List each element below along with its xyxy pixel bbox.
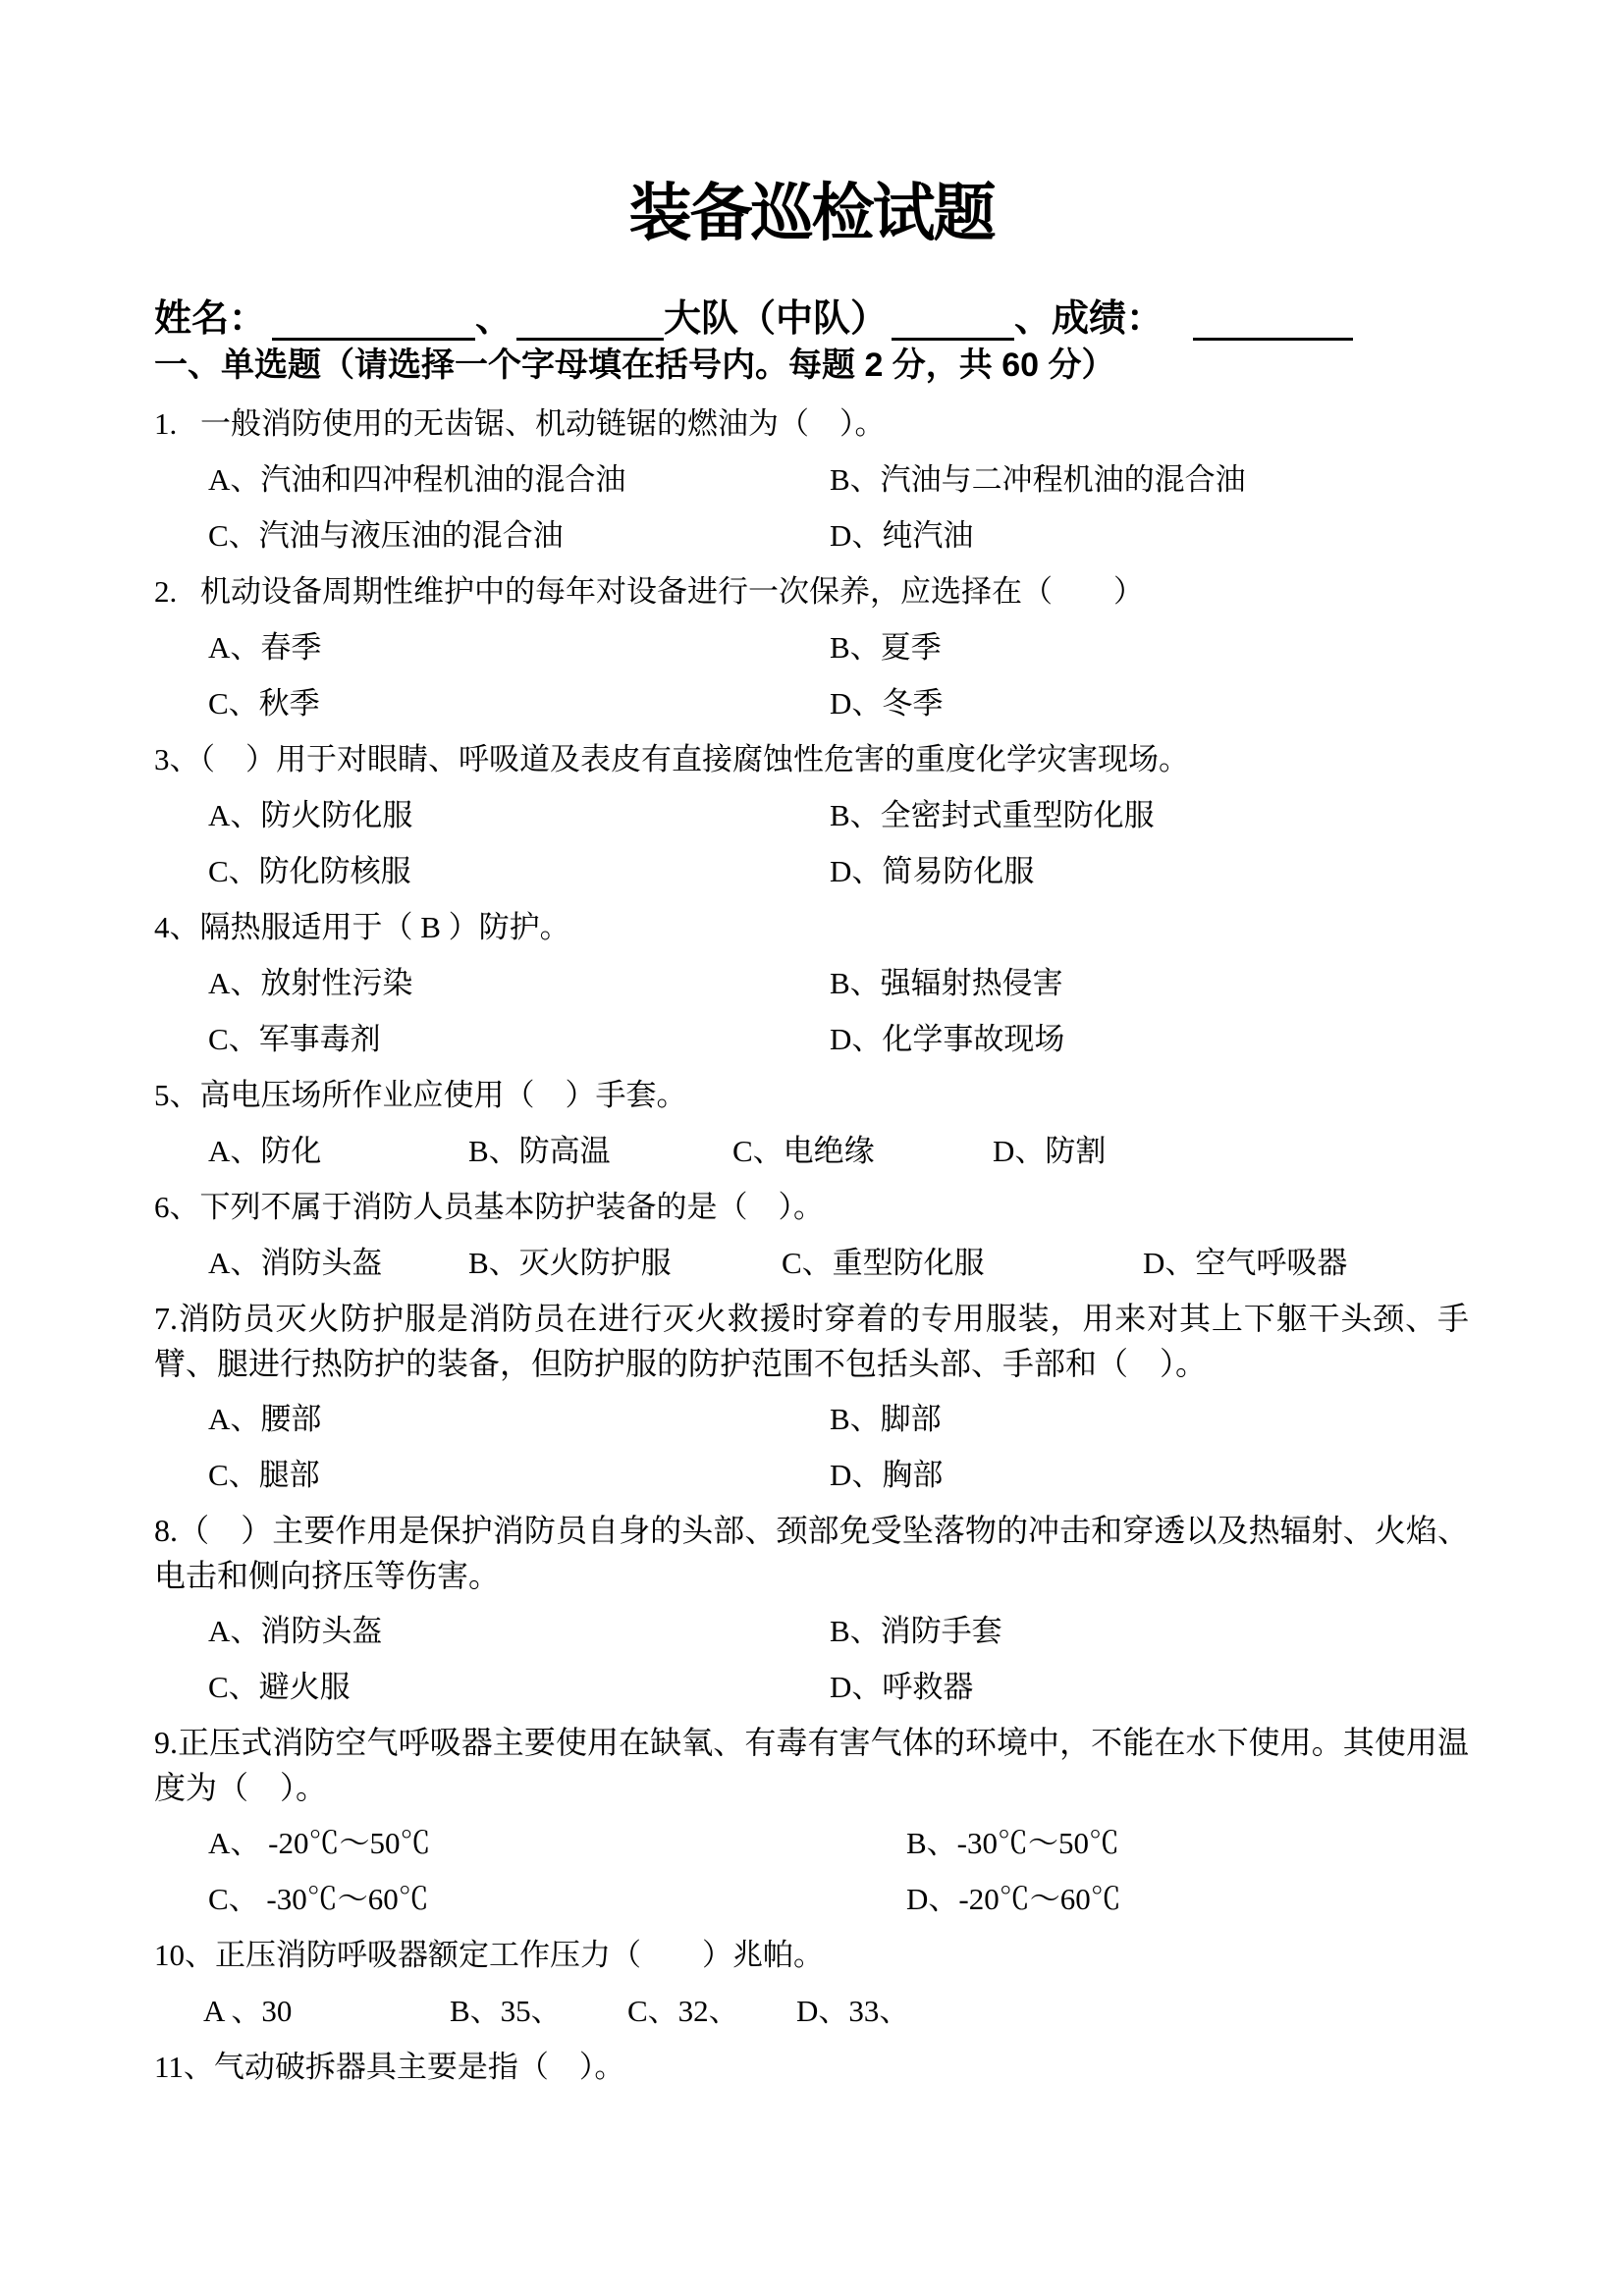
question-1-option-a: A、汽油和四冲程机油的混合油 (208, 462, 626, 497)
question-1-number: 1. (154, 406, 178, 441)
question-5-option-a: A、防化 (208, 1134, 322, 1168)
question-3 (154, 731, 1469, 787)
question-8-option-c: C、避火服 (208, 1670, 351, 1704)
question-9-option-a: A、 -20℃～50℃ (208, 1826, 431, 1860)
unit-label: 大队（中队） (664, 298, 889, 340)
question-4-options-row-2 (154, 1011, 1469, 1067)
question-5-number: 5、 (154, 1078, 200, 1112)
question-9-option-d: D、-20℃～60℃ (906, 1882, 1121, 1916)
question-6 (154, 1179, 1469, 1235)
question-2-options-row-1 (154, 619, 1469, 675)
question-4-option-c: C、军事毒剂 (208, 1022, 381, 1056)
question-6-option-d: D、空气呼吸器 (1143, 1246, 1348, 1280)
question-1-option-b: B、汽油与二冲程机油的混合油 (830, 462, 1246, 497)
question-5-option-c: C、电绝缘 (732, 1134, 875, 1168)
question-4-option-a: A、放射性污染 (208, 966, 413, 1000)
question-8-option-b: B、消防手套 (830, 1614, 1002, 1648)
question-4-text: 隔热服适用于（ B ）防护。 (199, 910, 570, 944)
question-5 (154, 1067, 1469, 1123)
question-4 (154, 899, 1469, 955)
question-9-option-c: C、 -30℃～60℃ (208, 1882, 429, 1916)
question-8-options-row-1 (154, 1603, 1469, 1659)
name-label: 姓名： (154, 298, 267, 340)
question-5-option-b: B、防高温 (468, 1134, 611, 1168)
comma-separator: 、 (475, 298, 514, 340)
question-8-number: 8. (154, 1513, 178, 1548)
question-4-option-b: B、强辐射热侵害 (830, 966, 1063, 1000)
question-4-number: 4、 (154, 910, 200, 944)
question-7-text: 消防员灭火防护服是消防员在进行灭火救援时穿着的专用服装，用来对其上下躯干头颈、手臂、腿进行热防护的装备，但防护服的防护范围不包括头部、手部和（ ）。 (154, 1301, 1469, 1381)
question-10-text: 正压消防呼吸器额定工作压力（ ）兆帕。 (215, 1938, 824, 1972)
question-1 (154, 396, 1469, 452)
question-7-option-a: A、腰部 (208, 1402, 322, 1436)
question-3-text: （ ）用于对眼睛、呼吸道及表皮有直接腐蚀性危害的重度化学灾害现场。 (199, 742, 1189, 776)
question-11-number: 11、 (154, 2050, 214, 2084)
question-6-option-a: A、消防头盔 (208, 1246, 383, 1280)
question-11-text: 气动破拆器具主要是指（ ）。 (213, 2050, 625, 2084)
question-3-options-row-2 (154, 843, 1469, 899)
question-7-options-row-1 (154, 1391, 1469, 1447)
question-5-text: 高电压场所作业应使用（ ）手套。 (199, 1078, 687, 1112)
question-9-text: 正压式消防空气呼吸器主要使用在缺氧、有毒有害气体的环境中，不能在水下使用。其使用温度为（ ）。 (154, 1725, 1469, 1805)
question-9 (154, 1720, 1469, 1810)
unit-blank-underline (516, 298, 664, 341)
question-2-option-c: C、秋季 (208, 686, 320, 721)
question-9-option-b: B、-30℃～50℃ (906, 1826, 1119, 1860)
question-1-option-d: D、纯汽油 (830, 518, 974, 553)
question-3-option-b: B、全密封式重型防化服 (830, 798, 1155, 832)
unit-number-blank-underline (892, 298, 1014, 341)
question-8-option-a: A、消防头盔 (208, 1614, 383, 1648)
question-9-options-row-1 (154, 1815, 1469, 1871)
page-title: 装备巡检试题 (628, 178, 995, 248)
question-6-option-b: B、灭火防护服 (468, 1246, 672, 1280)
question-7-option-b: B、脚部 (830, 1402, 942, 1436)
question-6-text: 下列不属于消防人员基本防护装备的是（ ）。 (199, 1190, 824, 1224)
question-8-text: （ ）主要作用是保护消防员自身的头部、颈部免受坠落物的冲击和穿透以及热辐射、火焰、电击和侧向挤压等伤害。 (154, 1513, 1469, 1593)
question-3-option-a: A、防火防化服 (208, 798, 413, 832)
score-label: 、成绩： (1014, 298, 1164, 340)
question-10-options-row (154, 1983, 1469, 2039)
question-2-option-d: D、冬季 (830, 686, 944, 721)
question-10-option-c: C、32、 (627, 1994, 739, 2028)
question-6-options-row (154, 1235, 1469, 1291)
question-10-option-b: B、35、 (450, 1994, 562, 2028)
question-10 (154, 1927, 1469, 1983)
name-blank-underline (272, 298, 475, 341)
question-4-options-row-1 (154, 955, 1469, 1011)
header-fill-line (154, 297, 1469, 341)
question-3-option-c: C、防化防核服 (208, 854, 411, 888)
question-10-number: 10、 (154, 1938, 215, 1972)
question-3-number: 3、 (154, 742, 200, 776)
question-3-option-d: D、简易防化服 (830, 854, 1035, 888)
question-2-option-b: B、夏季 (830, 630, 942, 665)
question-7-number: 7. (154, 1301, 178, 1336)
question-7-options-row-2 (154, 1447, 1469, 1503)
question-7-option-d: D、胸部 (830, 1458, 944, 1492)
question-1-options-row-1 (154, 452, 1469, 507)
question-2-number: 2. (154, 574, 178, 609)
score-blank-underline (1193, 298, 1353, 341)
question-10-option-a: A 、30 (203, 1994, 293, 2028)
question-3-options-row-1 (154, 787, 1469, 843)
question-9-options-row-2 (154, 1871, 1469, 1927)
question-7 (154, 1296, 1469, 1386)
question-2-option-a: A、春季 (208, 630, 322, 665)
question-11 (154, 2039, 1469, 2095)
question-6-number: 6、 (154, 1190, 200, 1224)
question-2-text: 机动设备周期性维护中的每年对设备进行一次保养，应选择在（ ） (200, 574, 1144, 609)
question-list (154, 396, 1469, 2095)
question-2 (154, 563, 1469, 619)
question-5-option-d: D、防割 (993, 1134, 1107, 1168)
question-8 (154, 1508, 1469, 1598)
section-heading: 一、单选题（请选择一个字母填在括号内。每题 2 分，共 60 分） (154, 347, 1115, 384)
question-8-options-row-2 (154, 1659, 1469, 1715)
question-9-number: 9. (154, 1725, 178, 1760)
question-5-options-row (154, 1123, 1469, 1179)
question-10-option-d: D、33、 (796, 1994, 910, 2028)
question-8-option-d: D、呼救器 (830, 1670, 974, 1704)
question-1-text: 一般消防使用的无齿锯、机动链锯的燃油为（ ）。 (200, 406, 886, 441)
question-2-options-row-2 (154, 675, 1469, 731)
question-7-option-c: C、腿部 (208, 1458, 320, 1492)
question-1-options-row-2 (154, 507, 1469, 563)
question-6-option-c: C、重型防化服 (782, 1246, 985, 1280)
question-1-option-c: C、汽油与液压油的混合油 (208, 518, 564, 553)
question-4-option-d: D、化学事故现场 (830, 1022, 1065, 1056)
